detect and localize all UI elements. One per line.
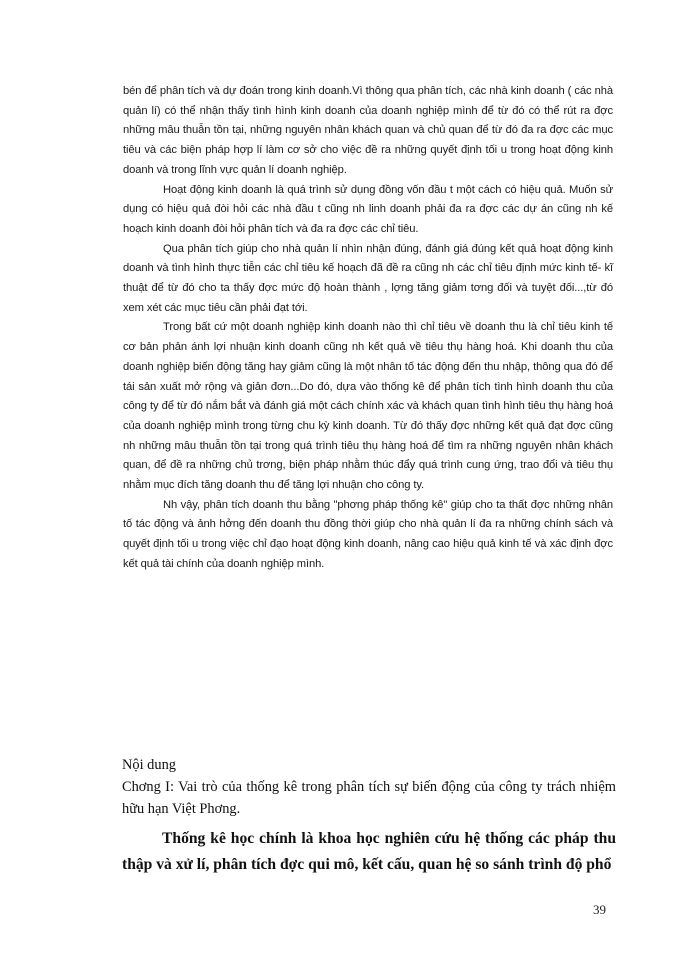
intro-section (123, 82, 613, 575)
content-heading: Nội dung (122, 757, 176, 773)
paragraph-4: Trong bất cứ một doanh nghiệp kinh doanh nào thì chỉ tiêu về doanh thu là chỉ tiêu kinh tế cơ bản phản ánh lợi nhuận kinh doanh cũng nh kết quả về tiêu thụ hàng hoá. Khi doanh thu của doanh nghiệp biến động tăng hay giảm cũng là một nhân tố tác động đến thu nhập, thông qua đó để tái sản xuất mở rộng và giản đơn...Do đó, dựa vào thống kê để phân tích tình hình doanh thu của công ty để từ đó nắm bắt và đánh giá một cách chính xác và khách quan tình hình tiêu thụ hàng hoá của doanh nghiệp mình trong từng chu kỳ kinh doanh. Từ đó thấy đợc những kết quả đạt đợc cũng nh những mâu thuẫn tồn tại trong quá trình tiêu thụ hàng hoá để tìm ra những nguyên nhân khách quan, để đề ra những chủ trơng, biện pháp nhằm thúc đẩy quá trình cung ứng, trao đổi và tiêu thụ nhằm mục đích tăng doanh thu để tăng lợi nhuận cho công ty. (123, 321, 613, 492)
content-section (122, 754, 616, 878)
paragraph-3: Qua phân tích giúp cho nhà quản lí nhìn nhận đúng, đánh giá đúng kết quả hoạt động kinh doanh và tình hình thực tiễn các chỉ tiêu kế hoạch đã đề ra cũng nh các chỉ tiêu định mức kinh tế- kĩ thuật để từ đó cho ta thấy đợc mức độ hoàn thành , lợng tăng giảm tơng đối và tuyệt đối...,từ đó xem xét các mục tiêu cần phải đạt tới. (123, 242, 613, 314)
paragraph-2: Hoạt động kinh doanh là quá trình sử dụng đồng vốn đầu t một cách có hiệu quả. Muốn sử dụng có hiệu quả đòi hỏi các nhà đầu t cũng nh linh doanh phải đa ra đợc các dự án cũng nh kế hoạch kinh doanh đòi hỏi phân tích và đa ra đợc các chỉ tiêu. (123, 183, 613, 235)
chapter-title: Chơng I: Vai trò của thống kê trong phân tích sự biến động của công ty trách nhiệm hữu hạn Việt Phơng. (122, 779, 616, 817)
page-number: 39 (593, 902, 606, 917)
bold-paragraph: Thống kê học chính là khoa học nghiên cứu hệ thống các pháp thu thập và xử lí, phân tích đợc qui mô, kết cấu, quan hệ so sánh trình độ phổ (122, 830, 616, 873)
paragraph-5: Nh vậy, phân tích doanh thu bằng "phơng pháp thống kê" giúp cho ta thất đợc những nhân tố tác động và ảnh hởng đến doanh thu đồng thời giúp cho nhà quản lí đa ra những chính sách và quyết định tối u trong việc chỉ đạo hoạt động kinh doanh, nâng cao hiệu quả kinh tế và xác định đợc kết quả tài chính của doanh nghiệp mình. (123, 498, 613, 570)
paragraph-1: bén để phân tích và dự đoán trong kinh doanh.Vì thông qua phân tích, các nhà kinh doanh ( các nhà quản lí) có thể nhận thấy tình hình kinh doanh của doanh nghiệp mình để từ đó có thể rút ra đợc những mâu thuẫn tồn tại, những nguyên nhân khách quan và chủ quan để từ đó đa ra đợc các mục tiêu và các biện pháp hợp lí làm cơ sở cho việc đề ra những quyết định tối u trong hoạt động kinh doanh và trong lĩnh vực quản lí doanh nghiệp. (123, 85, 613, 176)
